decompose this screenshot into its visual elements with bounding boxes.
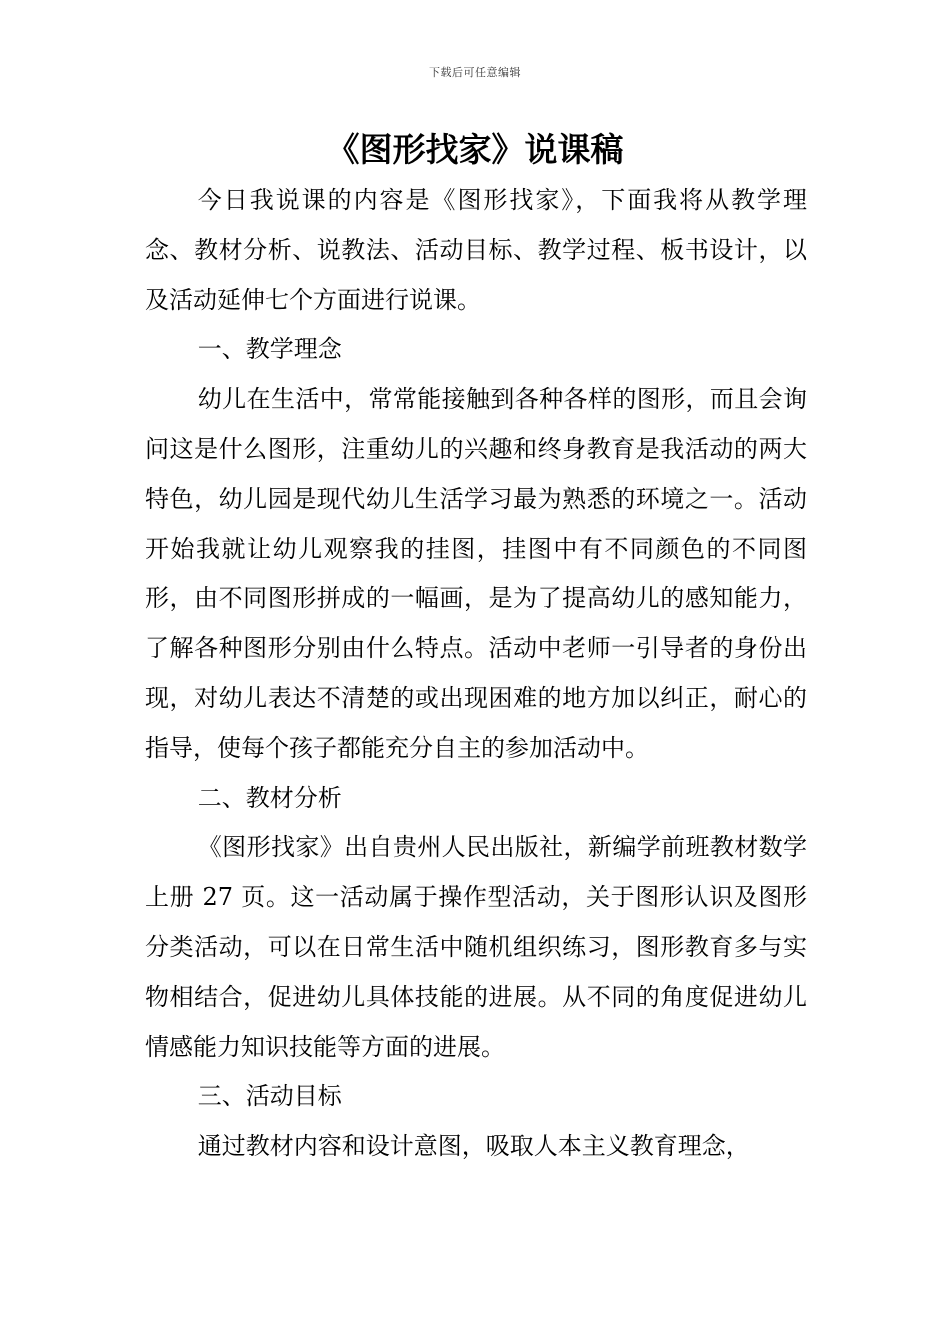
section-heading-material-analysis: 二、教材分析 <box>197 783 342 812</box>
paragraph-intro: 今日我说课的内容是《图形找家》，下面我将从教学理念、教材分析、说教法、活动目标、教学过程、板书设计，以及活动延伸七个方面进行说课。 <box>145 186 807 314</box>
document-title: 《图形找家》说课稿 <box>326 130 624 169</box>
section-heading-activity-goals: 三、活动目标 <box>197 1082 342 1111</box>
document-body <box>145 176 807 1172</box>
paragraph-material-analysis: 《图形找家》出自贵州人民出版社，新编学前班教材数学上册 27 页。这一活动属于操作型活动，关于图形认识及图形分类活动，可以在日常生活中随机组织练习，图形教育多与实物相结合，促进幼儿具体技能的进展。从不同的角度促进幼儿情感能力知识技能等方面的进展。 <box>145 833 807 1061</box>
paragraph-teaching-concept: 幼儿在生活中，常常能接触到各种各样的图形，而且会询问这是什么图形，注重幼儿的兴趣和终身教育是我活动的两大特色，幼儿园是现代幼儿生活学习最为熟悉的环境之一。活动开始我就让幼儿观察我的挂图，挂图中有不同颜色的不同图形，由不同图形拼成的一幅画，是为了提高幼儿的感知能力，了解各种图形分别由什么特点。活动中老师一引导者的身份出现，对幼儿表达不清楚的或出现困难的地方加以纠正，耐心的指导，使每个孩子都能充分自主的参加活动中。 <box>145 385 807 762</box>
paragraph-activity-goals: 通过教材内容和设计意图，吸取人本主义教育理念， <box>197 1132 750 1161</box>
section-heading-teaching-concept: 一、教学理念 <box>197 335 342 364</box>
header-note: 下载后可任意编辑 <box>429 66 521 79</box>
